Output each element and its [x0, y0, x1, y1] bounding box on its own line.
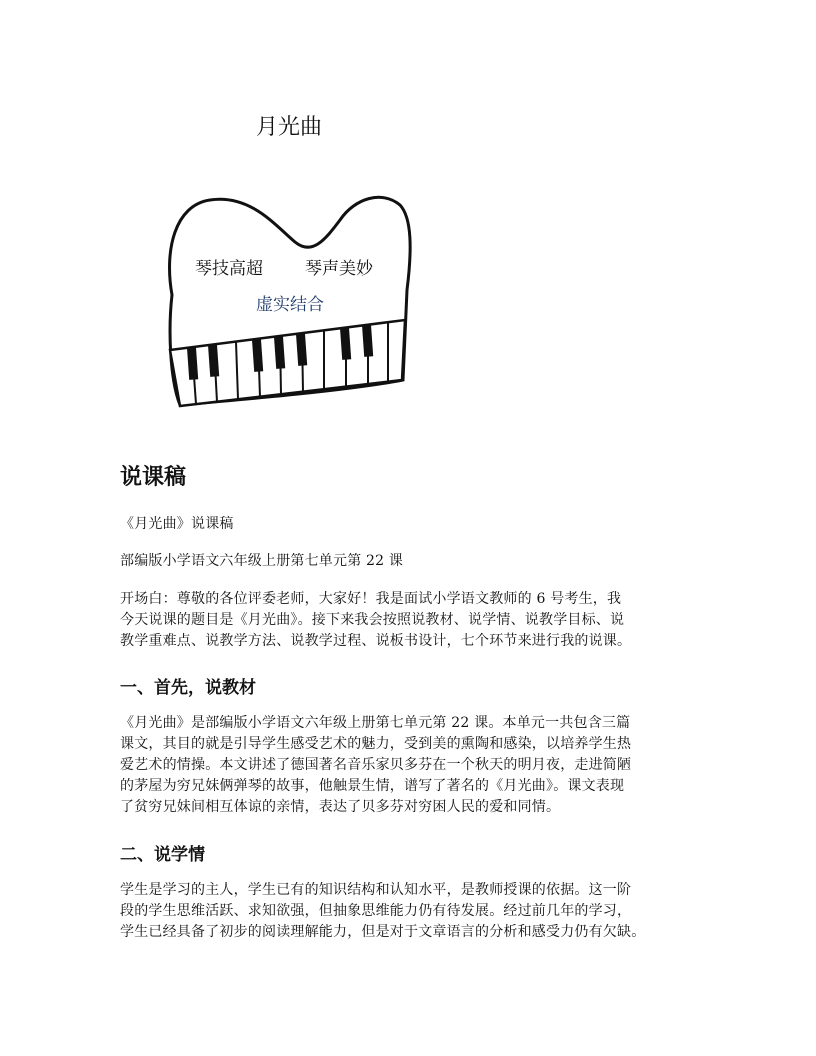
- section-2-title: 二、说学情: [120, 845, 205, 865]
- piano-label-skill: 琴技高超: [195, 259, 263, 279]
- piano-label-sound: 琴声美妙: [305, 259, 373, 279]
- section-2-paragraph: 学生是学习的主人，学生已有的知识结构和认知水平，是教师授课的依据。这一阶 段的学生思维活跃、求知欲强，但抽象思维能力仍有待发展。经过前几年的学习， 学生已经具备了初步的阅读理解能力，但是对于文章语言的分析和感受力仍有欠缺。: [120, 882, 646, 940]
- page-heading: 说课稿: [120, 465, 187, 490]
- piano-label-virtual-real: 虚实结合: [256, 295, 324, 315]
- piano-illustration: [150, 180, 420, 415]
- intro-paragraph: 开场白：尊敬的各位评委老师，大家好！我是面试小学语文教师的 6 号考生，我 今天说课的题目是《月光曲》。接下来我会按照说教材、说学情、说教学目标、说 教学重难点、说教学方法、说教学过程、说板书设计，七个环节来进行我的说课。: [120, 591, 632, 649]
- figure-title: 月光曲: [256, 115, 323, 140]
- section-1-paragraph: 《月光曲》是部编版小学语文六年级上册第七单元第 22 课。本单元一共包含三篇 课文，其目的就是引导学生感受艺术的魅力，受到美的熏陶和感染，以培养学生热 爱艺术的情操。本文讲述了德国著名音乐家贝多芬在一个秋天的明月夜，走进简陋 的茅屋为穷兄妹俩弹琴的故事，他触景生情，谱写了著名的《月光曲》。课文表现 了贫穷兄妹间相互体谅的亲情，表达了贝多芬对穷困人民的爱和同情。: [120, 715, 632, 815]
- section-1-title: 一、首先，说教材: [120, 678, 256, 698]
- subtitle-2: 部编版小学语文六年级上册第七单元第 22 课: [120, 553, 404, 569]
- subtitle-1: 《月光曲》说课稿: [120, 516, 234, 532]
